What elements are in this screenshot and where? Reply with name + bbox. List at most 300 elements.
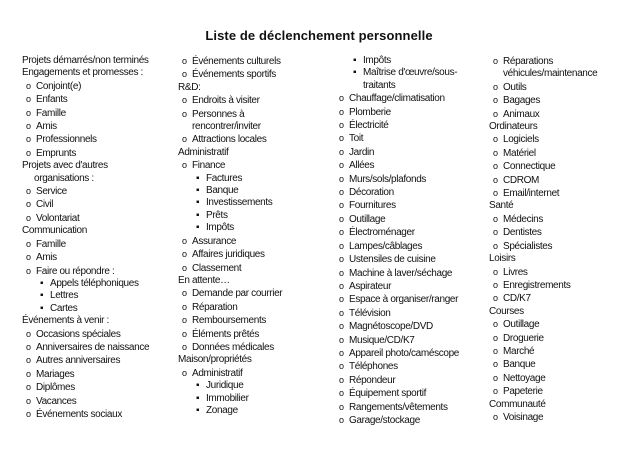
circle-bullet-icon	[182, 262, 192, 275]
list-item-label: Appels téléphoniques	[50, 277, 139, 289]
list-item	[178, 210, 282, 222]
list-item	[489, 279, 597, 292]
list-item-label: Télévision	[349, 307, 391, 319]
circle-bullet-icon	[182, 94, 192, 107]
circle-bullet-icon	[26, 238, 36, 251]
circle-bullet-icon	[493, 318, 503, 331]
list-item-label: Assurance	[192, 235, 237, 247]
circle-bullet-icon	[26, 408, 36, 421]
list-item-label: Animaux	[503, 108, 540, 120]
list-item	[22, 278, 149, 290]
list-item-label: Investissements	[206, 197, 273, 209]
list-item-label: Ordinateurs	[489, 121, 538, 133]
list-item	[178, 380, 282, 392]
list-item-label: Plomberie	[349, 106, 391, 118]
list-item-label: Vacances	[36, 395, 77, 407]
list-item-label: Lampes/câblages	[349, 240, 423, 252]
list-item-label: Événements à venir :	[22, 315, 109, 327]
list-item	[178, 55, 282, 68]
list-item	[489, 399, 597, 411]
list-item	[22, 290, 149, 302]
list-item	[178, 82, 282, 94]
list-item	[178, 159, 282, 172]
circle-bullet-icon	[493, 213, 503, 226]
list-item	[178, 354, 282, 366]
list-item-label: Prêts	[206, 209, 228, 221]
list-item	[22, 185, 149, 198]
list-item	[335, 67, 459, 92]
list-item-label: Email/internet	[503, 188, 560, 200]
square-bullet-icon	[196, 380, 206, 392]
list-item-label: Anniversaires de naissance	[36, 341, 150, 353]
list-item-label: Médecins	[503, 213, 543, 225]
list-item-label: Administratif	[192, 367, 243, 379]
list-item-label: Maîtrise d'œuvre/sous-	[363, 67, 458, 79]
list-item	[22, 265, 149, 278]
circle-bullet-icon	[493, 187, 503, 200]
list-item	[22, 133, 149, 146]
list-item	[489, 372, 597, 385]
list-item	[335, 199, 459, 212]
list-item-label: Service	[36, 186, 67, 198]
circle-bullet-icon	[493, 226, 503, 239]
circle-bullet-icon	[339, 119, 349, 132]
list-item-label: Marché	[503, 345, 535, 357]
list-item	[335, 374, 459, 387]
list-item-label: Aspirateur	[349, 280, 392, 292]
list-item-label: Équipement sportif	[349, 388, 427, 400]
circle-bullet-icon	[26, 107, 36, 120]
list-item-label: Famille	[36, 238, 66, 250]
list-item-label: R&D:	[178, 81, 201, 93]
list-item-label: Amis	[36, 121, 57, 133]
list-item-label: Jardin	[349, 146, 375, 158]
list-item-label: Décoration	[349, 187, 394, 199]
circle-bullet-icon	[26, 120, 36, 133]
list-item-continuation: rencontrer/inviter	[192, 121, 261, 133]
list-item-label: Communication	[22, 225, 87, 237]
list-item	[22, 341, 149, 354]
list-item-label: Diplômes	[36, 382, 75, 394]
list-item	[178, 248, 282, 261]
list-item-label: Magnétoscope/DVD	[349, 321, 433, 333]
list-column-2	[178, 55, 282, 417]
list-item	[22, 93, 149, 106]
list-item-label: Outils	[503, 81, 527, 93]
list-item-label: Ustensiles de cuisine	[349, 254, 436, 266]
list-item	[22, 315, 149, 327]
list-item-label: Appareil photo/caméscope	[349, 347, 460, 359]
list-item-label: Papeterie	[503, 386, 543, 398]
list-item	[335, 159, 459, 172]
list-item	[489, 411, 597, 424]
list-item-label: En attente…	[178, 274, 230, 286]
circle-bullet-icon	[493, 266, 503, 279]
list-item	[335, 240, 459, 253]
list-item	[335, 226, 459, 239]
circle-bullet-icon	[493, 292, 503, 305]
list-item-label: Livres	[503, 266, 528, 278]
list-item	[489, 226, 597, 239]
list-item-label: Garage/stockage	[349, 414, 420, 426]
circle-bullet-icon	[182, 159, 192, 172]
list-item-label: Événements sociaux	[36, 408, 122, 420]
list-item	[22, 147, 149, 160]
list-item	[489, 55, 597, 81]
circle-bullet-icon	[339, 374, 349, 387]
list-item-label: Éléments prêtés	[192, 328, 260, 340]
circle-bullet-icon	[182, 301, 192, 314]
list-item	[22, 408, 149, 421]
square-bullet-icon	[40, 278, 50, 290]
square-bullet-icon	[196, 210, 206, 222]
list-item	[489, 253, 597, 265]
list-item-label: Loisirs	[489, 253, 516, 265]
list-item-label: Autres anniversaires	[36, 355, 121, 367]
list-item	[178, 275, 282, 287]
list-item-label: Outillage	[503, 319, 540, 331]
list-item	[178, 262, 282, 275]
list-item	[335, 146, 459, 159]
list-item-label: Projets avec d'autres	[22, 160, 108, 172]
list-item	[489, 147, 597, 160]
circle-bullet-icon	[493, 372, 503, 385]
circle-bullet-icon	[339, 414, 349, 427]
circle-bullet-icon	[493, 147, 503, 160]
list-item	[178, 133, 282, 146]
circle-bullet-icon	[339, 186, 349, 199]
circle-bullet-icon	[26, 251, 36, 264]
circle-bullet-icon	[339, 267, 349, 280]
list-item-label: Personnes à	[192, 108, 245, 120]
list-item-label: Famille	[36, 107, 66, 119]
list-item	[489, 108, 597, 121]
circle-bullet-icon	[339, 106, 349, 119]
list-item-label: Engagements et promesses :	[22, 67, 143, 79]
list-item-label: Banque	[503, 359, 536, 371]
circle-bullet-icon	[493, 411, 503, 424]
circle-bullet-icon	[339, 307, 349, 320]
list-item	[178, 222, 282, 234]
list-item	[22, 381, 149, 394]
list-item	[22, 368, 149, 381]
list-item	[335, 293, 459, 306]
circle-bullet-icon	[26, 265, 36, 278]
list-item-label: Emprunts	[36, 147, 76, 159]
circle-bullet-icon	[26, 133, 36, 146]
list-item-label: CDROM	[503, 174, 540, 186]
list-item	[178, 94, 282, 107]
circle-bullet-icon	[339, 401, 349, 414]
circle-bullet-icon	[339, 226, 349, 239]
list-item	[178, 108, 282, 134]
list-item	[22, 80, 149, 93]
list-item	[489, 358, 597, 371]
list-item-continuation: traitants	[363, 79, 396, 91]
list-item-continuation: véhicules/maintenance	[503, 68, 598, 80]
square-bullet-icon	[196, 197, 206, 209]
list-item-label: Chauffage/climatisation	[349, 93, 445, 105]
list-item-label: Dentistes	[503, 227, 542, 239]
circle-bullet-icon	[339, 280, 349, 293]
list-item	[489, 318, 597, 331]
list-item-label: Juridique	[206, 380, 244, 392]
list-item-label: Volontariat	[36, 212, 80, 224]
list-item-label: Toit	[349, 133, 364, 145]
list-item-label: Enregistrements	[503, 279, 571, 291]
list-item	[178, 367, 282, 380]
list-item	[335, 334, 459, 347]
list-item-label: Enfants	[36, 94, 68, 106]
circle-bullet-icon	[182, 133, 192, 146]
list-item	[335, 55, 459, 67]
list-item	[489, 133, 597, 146]
square-bullet-icon	[196, 185, 206, 197]
circle-bullet-icon	[339, 173, 349, 186]
list-item-label: Zonage	[206, 404, 238, 416]
square-bullet-icon	[353, 67, 363, 79]
circle-bullet-icon	[26, 354, 36, 367]
list-item-label: Connectique	[503, 161, 556, 173]
list-item	[335, 132, 459, 145]
list-column-4	[489, 55, 597, 424]
circle-bullet-icon	[493, 174, 503, 187]
list-item-label: Impôts	[206, 222, 234, 234]
circle-bullet-icon	[493, 279, 503, 292]
list-item	[489, 121, 597, 133]
list-item-label: Administratif	[178, 146, 229, 158]
circle-bullet-icon	[26, 341, 36, 354]
list-item-label: Rangements/vêtements	[349, 401, 448, 413]
list-item	[22, 354, 149, 367]
list-item	[22, 198, 149, 211]
circle-bullet-icon	[26, 198, 36, 211]
circle-bullet-icon	[339, 253, 349, 266]
list-item	[489, 94, 597, 107]
list-item-label: Occasions spéciales	[36, 328, 121, 340]
circle-bullet-icon	[339, 293, 349, 306]
page-title: Liste de déclenchement personnelle	[205, 28, 433, 43]
list-item-continuation: organisations :	[34, 172, 94, 184]
circle-bullet-icon	[339, 92, 349, 105]
list-item-label: Machine à laver/séchage	[349, 267, 453, 279]
list-item	[335, 347, 459, 360]
list-item	[335, 267, 459, 280]
circle-bullet-icon	[493, 358, 503, 371]
circle-bullet-icon	[493, 55, 503, 68]
list-item-label: Amis	[36, 252, 57, 264]
list-item-label: Données médicales	[192, 341, 274, 353]
list-item	[335, 119, 459, 132]
circle-bullet-icon	[26, 147, 36, 160]
list-item-label: Remboursements	[192, 315, 267, 327]
list-item-label: Répondeur	[349, 374, 396, 386]
circle-bullet-icon	[493, 160, 503, 173]
circle-bullet-icon	[182, 367, 192, 380]
list-item	[178, 173, 282, 185]
circle-bullet-icon	[182, 328, 192, 341]
list-item	[489, 187, 597, 200]
list-item	[335, 253, 459, 266]
list-item	[335, 173, 459, 186]
list-item-label: Classement	[192, 262, 242, 274]
list-item	[335, 92, 459, 105]
list-item-label: Demande par courrier	[192, 288, 283, 300]
circle-bullet-icon	[339, 159, 349, 172]
list-item	[22, 55, 149, 67]
list-item	[178, 314, 282, 327]
circle-bullet-icon	[26, 80, 36, 93]
circle-bullet-icon	[26, 395, 36, 408]
square-bullet-icon	[353, 55, 363, 67]
circle-bullet-icon	[493, 94, 503, 107]
list-item	[178, 328, 282, 341]
circle-bullet-icon	[493, 240, 503, 253]
circle-bullet-icon	[339, 347, 349, 360]
list-item-label: Civil	[36, 199, 54, 211]
circle-bullet-icon	[182, 314, 192, 327]
list-item-label: Outillage	[349, 213, 386, 225]
list-item-label: Cartes	[50, 302, 78, 314]
list-item	[178, 147, 282, 159]
list-item-label: Mariages	[36, 368, 75, 380]
list-item	[335, 320, 459, 333]
circle-bullet-icon	[493, 332, 503, 345]
circle-bullet-icon	[26, 368, 36, 381]
list-column-1	[22, 55, 149, 421]
list-item	[335, 213, 459, 226]
list-item-label: Musique/CD/K7	[349, 334, 415, 346]
list-item	[22, 107, 149, 120]
square-bullet-icon	[40, 290, 50, 302]
circle-bullet-icon	[339, 213, 349, 226]
square-bullet-icon	[40, 303, 50, 315]
circle-bullet-icon	[26, 328, 36, 341]
circle-bullet-icon	[339, 146, 349, 159]
circle-bullet-icon	[493, 108, 503, 121]
circle-bullet-icon	[26, 93, 36, 106]
list-item	[489, 160, 597, 173]
list-item	[489, 266, 597, 279]
list-item-label: Factures	[206, 172, 243, 184]
circle-bullet-icon	[493, 81, 503, 94]
list-item	[178, 197, 282, 209]
circle-bullet-icon	[26, 185, 36, 198]
list-item-label: Communauté	[489, 398, 546, 410]
list-item-label: Réparation	[192, 301, 238, 313]
list-item-label: Banque	[206, 185, 239, 197]
list-item	[489, 332, 597, 345]
list-item	[22, 303, 149, 315]
list-item	[335, 280, 459, 293]
list-item	[22, 328, 149, 341]
list-item	[335, 106, 459, 119]
list-item	[22, 212, 149, 225]
circle-bullet-icon	[339, 199, 349, 212]
circle-bullet-icon	[182, 248, 192, 261]
list-item	[489, 81, 597, 94]
circle-bullet-icon	[493, 345, 503, 358]
circle-bullet-icon	[182, 68, 192, 81]
list-item-label: Professionnels	[36, 134, 97, 146]
list-item-label: Projets démarrés/non terminés	[22, 55, 149, 66]
list-item	[489, 345, 597, 358]
list-item-label: Nettoyage	[503, 372, 546, 384]
list-item	[22, 225, 149, 237]
list-item	[489, 292, 597, 305]
list-item	[178, 287, 282, 300]
circle-bullet-icon	[493, 385, 503, 398]
list-item-label: Voisinage	[503, 411, 544, 423]
list-item	[489, 174, 597, 187]
list-item	[178, 68, 282, 81]
circle-bullet-icon	[26, 381, 36, 394]
list-item	[335, 414, 459, 427]
circle-bullet-icon	[339, 320, 349, 333]
list-item-label: Électroménager	[349, 227, 415, 239]
list-item	[178, 235, 282, 248]
circle-bullet-icon	[339, 334, 349, 347]
list-item-label: Conjoint(e)	[36, 80, 82, 92]
list-item	[22, 251, 149, 264]
list-item	[178, 405, 282, 417]
list-item-label: Électricité	[349, 120, 389, 132]
list-item-label: Spécialistes	[503, 240, 553, 252]
list-item-label: Réparations	[503, 56, 554, 67]
list-item-label: Affaires juridiques	[192, 249, 265, 261]
list-item	[22, 160, 149, 185]
list-item-label: Maison/propriétés	[178, 354, 252, 366]
list-item-label: Endroits à visiter	[192, 95, 260, 107]
list-item-label: Immobilier	[206, 392, 249, 404]
circle-bullet-icon	[26, 212, 36, 225]
circle-bullet-icon	[182, 235, 192, 248]
list-item	[178, 301, 282, 314]
list-item-label: Matériel	[503, 147, 536, 159]
circle-bullet-icon	[182, 55, 192, 68]
list-item-label: Bagages	[503, 95, 541, 107]
list-item-label: Courses	[489, 305, 524, 317]
square-bullet-icon	[196, 405, 206, 417]
square-bullet-icon	[196, 173, 206, 185]
list-item-label: Droguerie	[503, 332, 544, 344]
list-item	[22, 67, 149, 79]
list-item	[178, 393, 282, 405]
circle-bullet-icon	[182, 341, 192, 354]
list-item	[22, 238, 149, 251]
list-item-label: Finance	[192, 160, 226, 172]
square-bullet-icon	[196, 393, 206, 405]
list-item-label: Événements sportifs	[192, 69, 276, 81]
list-item	[335, 360, 459, 373]
list-item-label: Murs/sols/plafonds	[349, 173, 427, 185]
square-bullet-icon	[196, 222, 206, 234]
list-item	[489, 385, 597, 398]
list-item	[335, 186, 459, 199]
circle-bullet-icon	[339, 240, 349, 253]
list-item	[335, 401, 459, 414]
list-item-label: Logiciels	[503, 134, 539, 146]
list-item-label: Fournitures	[349, 200, 396, 212]
list-item	[489, 306, 597, 318]
list-item	[178, 185, 282, 197]
list-item-label: Santé	[489, 200, 514, 212]
list-item	[22, 395, 149, 408]
list-item	[335, 387, 459, 400]
list-item-label: Allées	[349, 160, 375, 172]
list-item-label: Attractions locales	[192, 134, 267, 146]
circle-bullet-icon	[493, 133, 503, 146]
